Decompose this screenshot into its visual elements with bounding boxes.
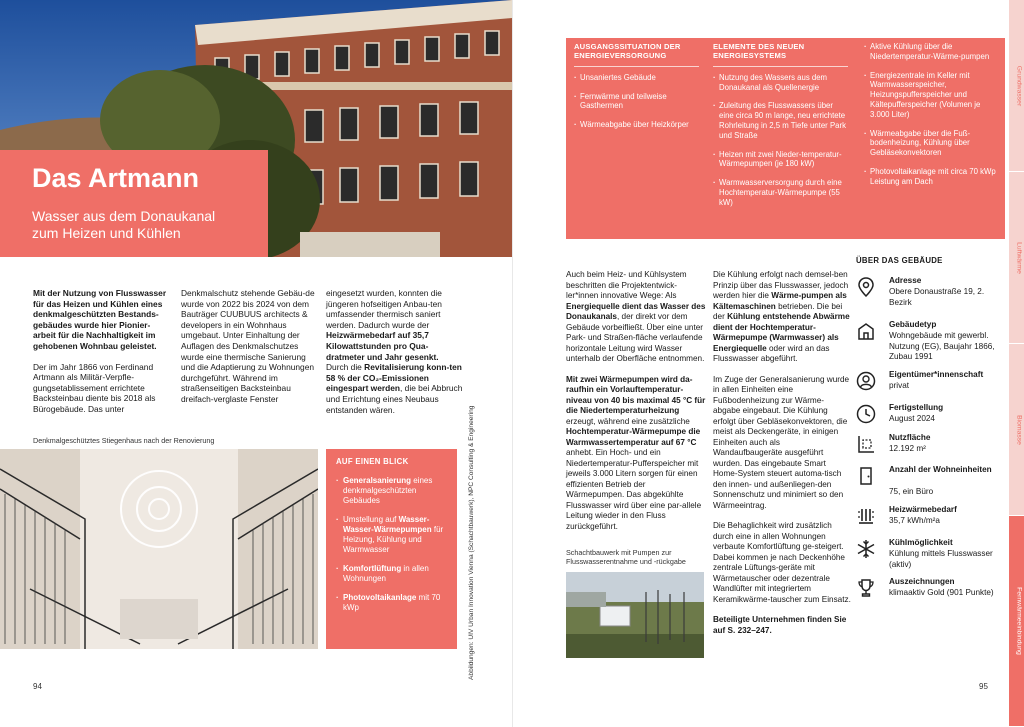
pump-shaft-photo — [566, 572, 704, 658]
body-paragraph: Mit zwei Wärmepumpen wird da-raufhin ein Vorlauftemperatur-niveau von 40 bis maximal 45 °C für die Niedertemperaturheizung erzeugt, während eine zusätzliche Hochtemperatur-Wärmepumpe die Warmwassertemperatur auf 67 °C anhebt. Ein Hoch- und ein Niedertemperatur-Pufferspeicher mit jeweils 3.000 Litern sorgen für einen effizienten Betrieb der Wärmepumpen. Das abgekühlte Flusswasser wird über eine par-allele Leitung wieder in den Fluss zurückgeführt. — [566, 374, 706, 531]
list-item: · Komfortlüftung in allen Wohnungen — [336, 564, 447, 584]
fact-heating-demand: Heizwärmebedarf 35,7 kWh/m²a — [856, 505, 1006, 543]
info-column-new-system — [713, 38, 848, 217]
heating-icon — [856, 506, 876, 526]
list-item: · Wärmeabgabe über Heizkörper — [574, 120, 699, 130]
body-paragraph: Im Zuge der Generalsanierung wurde in allen Einheiten eine Fußbodenheizung zur Wärme-abgabe eingebaut. Die Kühlung erfolgt über Gebläsekonvektoren, die meist als Deckengeräte, in einigen Einheiten auch als Wandaufbaugeräte ausgeführt wurden. Das eingebaute Smart Home-System steuert automa-tisch den innen- und außenliegen-den Sonnenschutz und minimiert so den Wärmeeintrag. — [713, 374, 850, 510]
body-paragraph: Auch beim Heiz- und Kühlsystem beschritten die Projektentwick-ler*innen innovative Wege: Als Energiequelle dient das Wasser des Donaukanals, der direkt vor dem Gebäude vorbeifließt. Über eine unter Park- und Straßen-fläche verlaufende horizontale Leitung wird Wasser unterhalb der Oberfläche entnommen. — [566, 270, 706, 363]
list-item: · Zuleitung des Flusswassers über eine circa 90 m lange, neu errichtete Rohrleitung in 2,5 m Tiefe unter Park und Straße — [713, 101, 848, 140]
floor-area-icon — [856, 434, 876, 454]
lead-text: Mit der Nutzung von Flusswasser für das Heizen und Kühlen eines denkmalgeschützten Bestands-gebäudes wurde hier Pionier-arbeit für die Nachhaltigkeit im gehobenen Wohnbau geleistet. — [33, 288, 167, 351]
body-column-2 — [181, 288, 318, 415]
trophy-icon — [856, 578, 876, 598]
fact-floor-area: Nutzfläche 12.192 m² — [856, 433, 1006, 471]
person-icon — [856, 371, 876, 391]
list-item: · Generalsanierung eines denkmalgeschützten Gebäudes — [336, 476, 447, 506]
page-subtitle: Wasser aus dem Donaukanal zum Heizen und Kühlen — [32, 208, 216, 241]
right-page — [512, 0, 1024, 727]
info-column-continued — [864, 38, 1001, 196]
title-box — [0, 150, 268, 257]
fact-address: Adresse Obere Donaustraße 19, 2. Bezirk — [856, 276, 1006, 314]
list-item: · Wärmeabgabe über die Fuß-bodenheizung, Kühlung über Gebläsekonvektoren — [864, 129, 1001, 158]
building-icon — [856, 321, 876, 341]
list-item: · Nutzung des Wassers aus dem Donaukanal als Quellenergie — [713, 73, 848, 93]
location-pin-icon — [856, 277, 876, 297]
info-heading: AUSGANGSSITUATION DER ENERGIEVERSORGUNG — [574, 38, 699, 67]
chapter-tab[interactable]: Biomasse — [1009, 344, 1024, 516]
list-item: · Heizen mit zwei Nieder-temperatur-Wärmepumpen (je 180 kW) — [713, 150, 848, 170]
chapter-tab[interactable]: Grundwasser — [1009, 0, 1024, 172]
snowflake-icon — [856, 539, 876, 559]
body-paragraph: Denkmalschutz stehende Gebäu-de wurde von 2022 bis 2024 von dem Bauträger CUUBUUS architects & developers in ein Wohnhaus umgebaut. Unter Einhaltung der Auflagen des Denkmalschutzes wurde eine thermische Sanierung und die Adaptierung zu Wohnungen durchgeführt. Während im straßenseitigen Backsteinbau dreifach-verglaste Fenster — [181, 288, 315, 404]
list-item: · Warmwasserversorgung durch eine Hochtemperatur-Wärmepumpe (55 kW) — [713, 178, 848, 207]
page-number: 95 — [979, 682, 988, 691]
list-item: · Umstellung auf Wasser-Wasser-Wärmepumpen für Heizung, Kühlung und Warmwasser — [336, 515, 447, 555]
clock-icon — [856, 404, 876, 424]
building-facts-title: ÜBER DAS GEBÄUDE — [856, 256, 943, 265]
list-item: · Photovoltaikanlage mit 70 kWp — [336, 593, 447, 613]
chapter-tab-active[interactable]: Fernwärmeeinbindung — [1009, 516, 1024, 727]
body-column-1 — [33, 288, 173, 425]
fact-building-type: Gebäudetyp Wohngebäude mit gewerbl. Nutzung (EG), Baujahr 1866, Zubau 1991 — [856, 320, 1006, 368]
door-icon — [856, 466, 876, 486]
body-paragraph: Die Kühlung erfolgt nach demsel-ben Prinzip über das Flusswasser, jedoch werden hier die Wärme-pumpen als Kältemaschinen betrieben. Die bei der Kühlung entstehende Abwärme dient der Hochtemperatur-Wärmepumpe (Warmwasser) als Energiequelle oder wird an das Flusswasser abgeführt. — [713, 270, 850, 363]
list-item: · Photovoltaikanlage mit circa 70 kWp Leistung am Dach — [864, 167, 1001, 187]
list-item: · Aktive Kühlung über die Niedertemperatur-Wärme-pumpen — [864, 42, 1001, 62]
body-column-2 — [713, 270, 851, 646]
staircase-photo — [0, 449, 318, 649]
body-paragraph: Der im Jahr 1866 von Ferdinand Artmann als Militär-Verpfle-gungsetablissement errichtete Backsteinbau diente bis 2018 als Bürogebäude. Das unter — [33, 361, 156, 414]
body-paragraph: eingesetzt wurden, konnten die jüngeren hofseitigen Anbau-ten umfassender thermisch saniert werden. Dadurch wurde der Heizwärmebedarf auf 35,7 Kilowattstunden pro Qua-dratmeter und Jahr gesenkt. Durch die Revitalisierung konn-ten 58 % der CO₂-Emissionen eingespart werden, die bei Abbruch und Errichtung eines Neubaus entstanden wären. — [326, 288, 463, 415]
list-item: · Energiezentrale im Keller mit Warmwasserspeicher, Heizungspufferspeicher und Kältepufferspeicher (Volumen je 3.000 Liter) — [864, 71, 1001, 120]
photo-credit: Abbildungen: UIV Urban Innovation Vienna (Schachtbauwerk), NPC Consulting & Engineering — [468, 405, 475, 680]
at-a-glance-title: AUF EINEN BLICK — [336, 457, 409, 466]
page-number: 94 — [33, 682, 42, 691]
fact-awards: Auszeichnungen klimaaktiv Gold (901 Punkte) — [856, 577, 1006, 615]
list-item: · Unsaniertes Gebäude — [574, 73, 699, 83]
companies-reference: Beteiligte Unternehmen finden Sie auf S. 232–247. — [713, 615, 847, 635]
body-column-1 — [566, 270, 706, 542]
info-heading: ELEMENTE DES NEUEN ENERGIESYSTEMS — [713, 38, 848, 67]
photo-caption: Schachtbauwerk mit Pumpen zur Flusswasserentnahme und -rückgabe — [566, 548, 686, 566]
body-paragraph: Die Behaglichkeit wird zusätzlich durch eine in allen Wohnungen verbaute Komfortlüftung ge-steigert. Dabei kommen je nach Deckenhöhe zentrale Lüftungs-geräte mit Wärmetauscher oder dezentrale Wandlüfter mit integriertem Keramikwärme-tauscher zum Einsatz. — [713, 521, 851, 604]
at-a-glance-box — [326, 449, 457, 649]
body-column-3 — [326, 288, 463, 425]
chapter-tab[interactable]: Luftwärme — [1009, 172, 1024, 344]
energy-info-box — [566, 38, 1005, 239]
list-item: · Fernwärme und teilweise Gasthermen — [574, 92, 699, 112]
fact-ownership: Eigentümer*innenschaft privat — [856, 370, 1006, 408]
photo-caption: Denkmalgeschütztes Stiegenhaus nach der Renovierung — [33, 436, 215, 445]
chapter-sidebar — [1009, 0, 1024, 727]
fact-units: Anzahl der Wohneinheiten 75, ein Büro — [856, 465, 1006, 503]
fact-completion: Fertigstellung August 2024 — [856, 403, 1006, 441]
page-title: Das Artmann — [32, 163, 200, 193]
fact-cooling: Kühlmöglichkeit Kühlung mittels Flusswasser (aktiv) — [856, 538, 1006, 576]
info-column-initial — [574, 38, 699, 139]
